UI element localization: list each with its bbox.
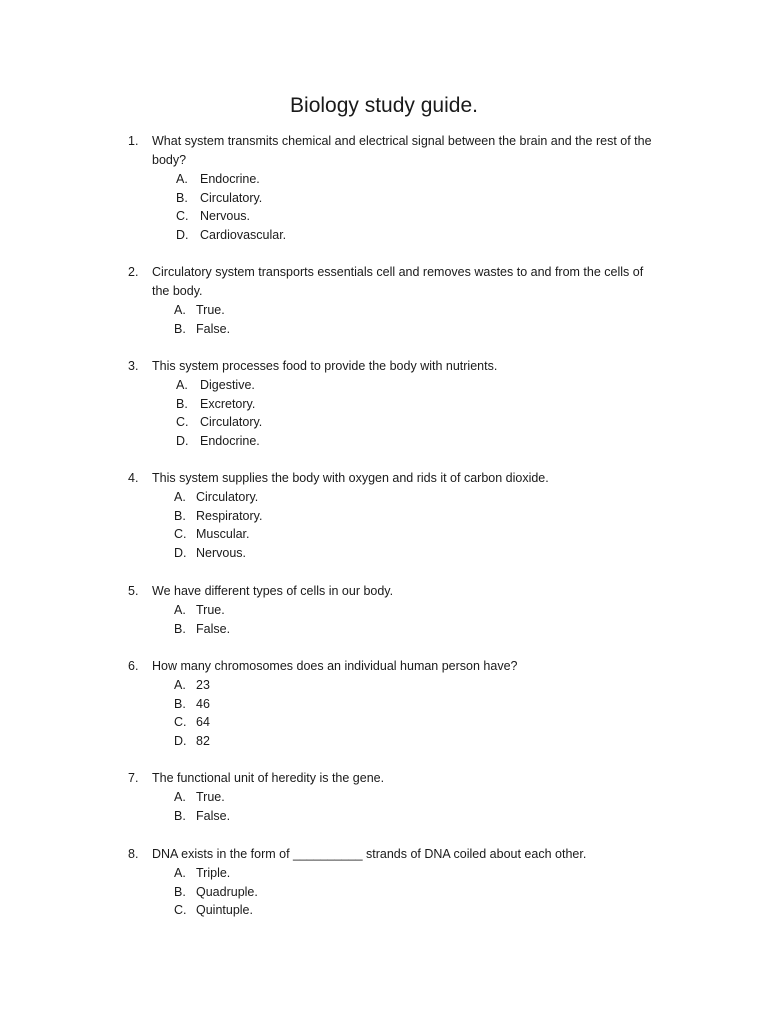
option-text: 82 [196,733,210,748]
question-4 [128,469,658,562]
option-letter: A. [174,678,186,692]
option-letter: B. [176,190,188,205]
option-text: Muscular. [196,527,250,542]
option-c [174,525,658,544]
option-a [174,601,658,620]
option-a [174,301,658,320]
option-text: True. [196,790,225,804]
option-list [128,864,658,920]
option-list [128,676,658,750]
option-b [174,507,658,526]
option-text: Endocrine. [200,172,260,186]
option-letter: C. [174,527,187,542]
option-letter: A. [176,172,188,186]
option-letter: D. [176,433,189,448]
option-letter: B. [174,508,186,523]
question-number: 5. [128,584,139,598]
option-text: 64 [196,715,210,730]
question-number: 6. [128,659,139,673]
option-b [174,320,658,339]
option-text: Respiratory. [196,508,263,523]
option-letter: B. [174,696,186,711]
option-letter: A. [174,790,186,804]
option-a [174,676,658,695]
option-a [176,170,658,189]
question-3 [128,357,658,450]
option-text: Digestive. [200,378,255,392]
question-number: 4. [128,471,139,485]
question-text: How many chromosomes does an individual human person have? [152,659,518,673]
option-text: Circulatory. [200,415,263,430]
option-a [174,864,658,883]
option-letter: A. [174,603,186,617]
option-c [176,413,658,432]
question-number: 8. [128,847,139,861]
option-letter: A. [174,303,186,317]
option-d [174,544,658,563]
question-text: The functional unit of heredity is the gene. [152,771,385,785]
question-number: 1. [128,134,139,148]
question-6 [128,657,658,750]
option-letter: D. [176,227,189,242]
question-number: 3. [128,359,139,373]
option-list [128,488,658,562]
option-b [176,395,658,414]
question-7 [128,769,658,825]
question-number: 2. [128,265,139,279]
question-text: What system transmits chemical and electrical signal between the brain and the rest of the body? [152,134,652,167]
option-letter: B. [174,884,186,899]
question-text: This system supplies the body with oxygen and rids it of carbon dioxide. [152,471,549,485]
option-letter: C. [176,415,189,430]
question-text: Circulatory system transports essentials cell and removes wastes to and from the cells of the body. [152,265,644,298]
option-text: Cardiovascular. [200,227,287,242]
question-text: We have different types of cells in our body. [152,584,394,598]
option-c [176,207,658,226]
question-5 [128,582,658,638]
question-number: 7. [128,771,139,785]
question-text: DNA exists in the form of __________ strands of DNA coiled about each other. [152,847,587,861]
option-b [176,189,658,208]
option-letter: C. [174,715,187,730]
option-c [174,901,658,920]
option-letter: B. [174,621,186,636]
option-list [128,601,658,638]
option-a [176,376,658,395]
option-text: Quadruple. [196,884,258,899]
option-letter: B. [176,396,188,411]
option-text: True. [196,603,225,617]
option-text: Nervous. [200,209,251,224]
option-text: True. [196,303,225,317]
option-d [174,732,658,751]
option-d [176,432,658,451]
option-text: False. [196,621,231,636]
question-1 [128,132,658,244]
option-letter: C. [174,903,187,918]
option-b [174,695,658,714]
option-text: False. [196,321,231,336]
option-letter: D. [174,733,187,748]
option-c [174,713,658,732]
option-letter: B. [174,808,186,823]
option-b [174,620,658,639]
option-text: Quintuple. [196,903,253,918]
option-b [174,807,658,826]
option-text: Circulatory. [200,190,263,205]
option-d [176,226,658,245]
option-list [128,788,658,825]
option-letter: C. [176,209,189,224]
option-text: Circulatory. [196,490,259,504]
option-a [174,788,658,807]
page-title: Biology study guide. [290,94,478,117]
option-letter: A. [176,378,188,392]
option-text: False. [196,808,231,823]
option-text: 46 [196,696,210,711]
option-letter: A. [174,866,186,880]
option-b [174,883,658,902]
option-text: 23 [196,678,210,692]
question-8 [128,845,658,920]
question-2 [128,263,658,338]
option-text: Excretory. [200,396,256,411]
option-text: Triple. [196,866,231,880]
question-text: This system processes food to provide the body with nutrients. [152,359,498,373]
option-list [128,170,658,244]
option-letter: B. [174,321,186,336]
option-text: Nervous. [196,545,247,560]
option-letter: A. [174,490,186,504]
option-a [174,488,658,507]
option-list [128,301,658,338]
option-text: Endocrine. [200,433,260,448]
option-list [128,376,658,450]
option-letter: D. [174,545,187,560]
